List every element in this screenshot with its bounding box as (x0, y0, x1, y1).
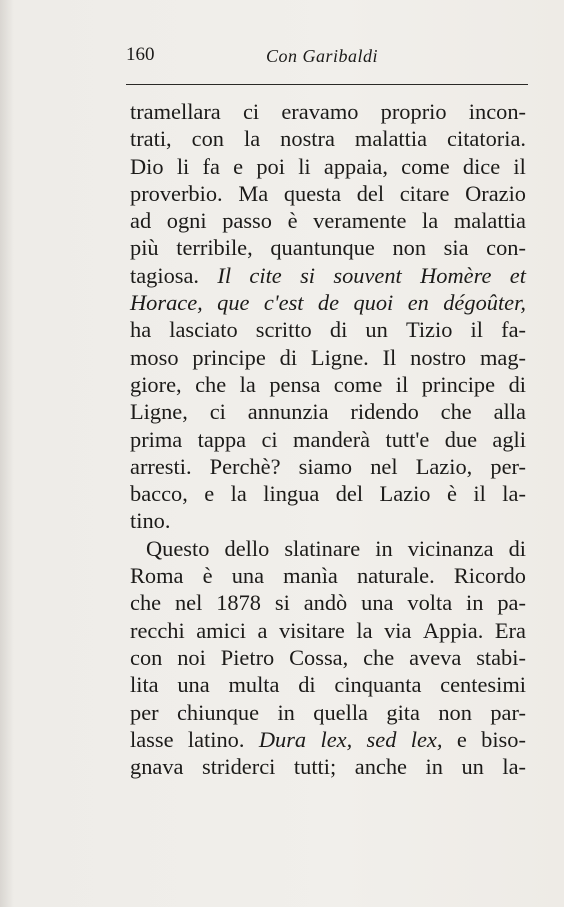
word: tappa (197, 426, 247, 452)
word: slatinare (284, 535, 361, 561)
word: il (395, 371, 409, 397)
word: Appia. (423, 617, 484, 643)
word: più (130, 235, 159, 261)
word: dice (462, 153, 501, 179)
word: pensa (269, 371, 321, 397)
word: nel (174, 590, 203, 616)
word: cite (249, 262, 282, 288)
page-number: 160 (126, 44, 155, 65)
word: sed (366, 726, 397, 752)
word: de (317, 290, 340, 316)
word: eravamo (281, 99, 359, 124)
word: Ricordo (453, 563, 526, 589)
word: una (177, 672, 210, 698)
word: lingua (263, 481, 320, 507)
text-line (130, 507, 526, 534)
word: Orazio (465, 180, 526, 206)
text-line (130, 589, 526, 616)
word: Ligne, (130, 399, 188, 425)
word: agli (492, 426, 526, 452)
word: lasse (130, 726, 174, 752)
word: ci (209, 399, 226, 425)
word: citare (399, 180, 450, 206)
word: lasciato (169, 317, 238, 343)
word: per (130, 699, 159, 725)
text-line (130, 180, 526, 207)
word: tramellara (130, 99, 221, 124)
word: è (287, 208, 298, 234)
word: per- (490, 453, 526, 479)
word: siamo (298, 453, 353, 479)
word: c'est (263, 290, 304, 316)
word: tagiosa. (130, 262, 200, 288)
word: biso- (481, 726, 526, 752)
word: Tizio (405, 317, 453, 343)
word: aveva (409, 644, 462, 670)
word: Cossa, (289, 644, 349, 670)
text-line (130, 535, 526, 562)
word: quantunque (270, 235, 375, 261)
word: Dura (258, 726, 307, 752)
word: multa (228, 672, 280, 698)
word: ogni (166, 208, 207, 234)
word: dello (224, 535, 270, 561)
word: la (230, 481, 247, 507)
word: tutt'e (385, 426, 430, 452)
text-line (130, 671, 526, 698)
text-line (130, 562, 526, 589)
text-line (130, 125, 526, 152)
word: in (375, 535, 393, 561)
text-line (130, 398, 526, 425)
word: Lazio, (415, 453, 473, 479)
word: prima (130, 426, 183, 452)
word: arresti. (130, 453, 192, 479)
word: Roma (130, 563, 184, 589)
word: un (461, 754, 484, 780)
text-line (130, 753, 526, 780)
body-text (130, 98, 526, 780)
word: tino. (130, 508, 171, 534)
word: e (204, 481, 215, 507)
word: Era (494, 617, 526, 643)
word: vicinanza (407, 535, 494, 561)
word: ci (261, 426, 278, 452)
word: come (333, 371, 383, 397)
word: Ligne. (310, 344, 369, 370)
word: Horace, (130, 290, 203, 316)
word: quoi (353, 290, 394, 316)
word: veramente (313, 208, 407, 234)
word: incon- (468, 99, 526, 124)
text-line (130, 207, 526, 234)
word: proprio (380, 99, 447, 124)
word: ridendo (350, 399, 419, 425)
word: quella (313, 699, 368, 725)
word: nostra (280, 126, 335, 152)
word: giore, (130, 371, 182, 397)
word: latino. (187, 726, 245, 752)
text-line (130, 371, 526, 398)
text-line (130, 617, 526, 644)
word: in (425, 754, 443, 780)
text-line (130, 726, 526, 753)
word: con- (486, 235, 526, 261)
word: che (440, 399, 472, 425)
text-line (130, 262, 526, 289)
word: come (401, 153, 450, 179)
word: Ma (238, 180, 269, 206)
word: volta (407, 590, 453, 616)
word: noi (177, 644, 206, 670)
word: visitare (278, 617, 345, 643)
word: Homère (420, 262, 492, 288)
word: un (365, 317, 388, 343)
text-line (130, 644, 526, 671)
word: principe (192, 344, 266, 370)
word: in (277, 699, 295, 725)
word: amici (196, 617, 246, 643)
word: proverbio. (130, 180, 223, 206)
word: pa- (497, 590, 526, 616)
word: nostro (410, 344, 467, 370)
word: che (195, 371, 227, 397)
word: Dio (130, 153, 164, 179)
word: tutti; (293, 754, 337, 780)
word: la- (502, 754, 526, 780)
text-line (130, 480, 526, 507)
word: si (274, 590, 290, 616)
word: Lazio (379, 481, 431, 507)
word: di (329, 317, 348, 343)
word: moso (130, 344, 179, 370)
word: que (217, 290, 250, 316)
word: con (130, 644, 163, 670)
word: è (446, 481, 457, 507)
word: la (356, 617, 373, 643)
text-line (130, 153, 526, 180)
word: centesimi (440, 672, 526, 698)
word: stabi- (476, 644, 526, 670)
word: il (470, 317, 483, 343)
word: citatoria. (447, 126, 526, 152)
word: passo (222, 208, 272, 234)
text-line (130, 453, 526, 480)
word: dégoûter, (443, 290, 526, 316)
word: ad (130, 208, 152, 234)
word: et (509, 262, 526, 288)
word: li (298, 153, 311, 179)
word: ha (130, 317, 152, 343)
word: fa- (501, 317, 526, 343)
word: in (466, 590, 484, 616)
word: è (202, 563, 213, 589)
word: alla (493, 399, 526, 425)
word: Il (382, 344, 397, 370)
word: Pietro (220, 644, 275, 670)
word: mag- (479, 344, 526, 370)
word: non (438, 699, 472, 725)
text-line (130, 316, 526, 343)
word: a (257, 617, 268, 643)
word: Perchè? (209, 453, 281, 479)
word: chiunque (176, 699, 260, 725)
word: striderci (202, 754, 276, 780)
word: la (239, 371, 256, 397)
word: annunzia (247, 399, 329, 425)
word: del (335, 481, 364, 507)
text-line (130, 98, 526, 125)
word: malattia (453, 208, 526, 234)
word: cinquanta (334, 672, 422, 698)
word: sia (443, 235, 469, 261)
word: lex, (320, 726, 353, 752)
word: che (130, 590, 162, 616)
word: manderà (293, 426, 371, 452)
word: la (422, 208, 439, 234)
word: recchi (130, 617, 185, 643)
word: par- (490, 699, 526, 725)
word: anche (354, 754, 407, 780)
word: questa (283, 180, 342, 206)
word: del (356, 180, 385, 206)
word: terribile, (176, 235, 253, 261)
word: via (384, 617, 412, 643)
word: si (300, 262, 316, 288)
word: due (444, 426, 478, 452)
word: di (298, 672, 316, 698)
word: e (233, 153, 244, 179)
word: scritto (255, 317, 312, 343)
word: li (176, 153, 190, 179)
word: 1878 (216, 590, 261, 616)
word: manìa (283, 563, 338, 589)
word: poi (256, 153, 285, 179)
word: Il (217, 262, 232, 288)
running-title: Con Garibaldi (266, 46, 379, 66)
word: lita (130, 672, 159, 698)
word: con (191, 126, 224, 152)
word: bacco, (130, 481, 188, 507)
text-line (130, 344, 526, 371)
word: la (244, 126, 261, 152)
word: di (508, 535, 526, 561)
word: nel (370, 453, 398, 479)
word: principe (421, 371, 496, 397)
word: il (473, 481, 486, 507)
word: di (279, 344, 298, 370)
text-line (130, 289, 526, 316)
word: che (363, 644, 395, 670)
word: e (456, 726, 467, 752)
word: una (361, 590, 394, 616)
word: di (508, 371, 526, 397)
header-rule (126, 84, 528, 85)
word: lex, (410, 726, 443, 752)
text-line (130, 699, 526, 726)
word: appaia, (323, 153, 388, 179)
word: trati, (130, 126, 172, 152)
word: Questo (146, 535, 210, 561)
word: una (231, 563, 265, 589)
word: en (407, 290, 429, 316)
page-header (126, 44, 528, 70)
word: souvent (333, 262, 402, 288)
text-line (130, 234, 526, 261)
text-line (130, 426, 526, 453)
word: non (392, 235, 427, 261)
word: ci (242, 99, 260, 124)
word: andò (303, 590, 348, 616)
word: naturale. (357, 563, 435, 589)
word: il (513, 153, 526, 179)
word: gita (386, 699, 420, 725)
word: fa (202, 153, 220, 179)
word: gnava (130, 754, 184, 780)
word: la- (502, 481, 526, 507)
word: malattia (354, 126, 428, 152)
